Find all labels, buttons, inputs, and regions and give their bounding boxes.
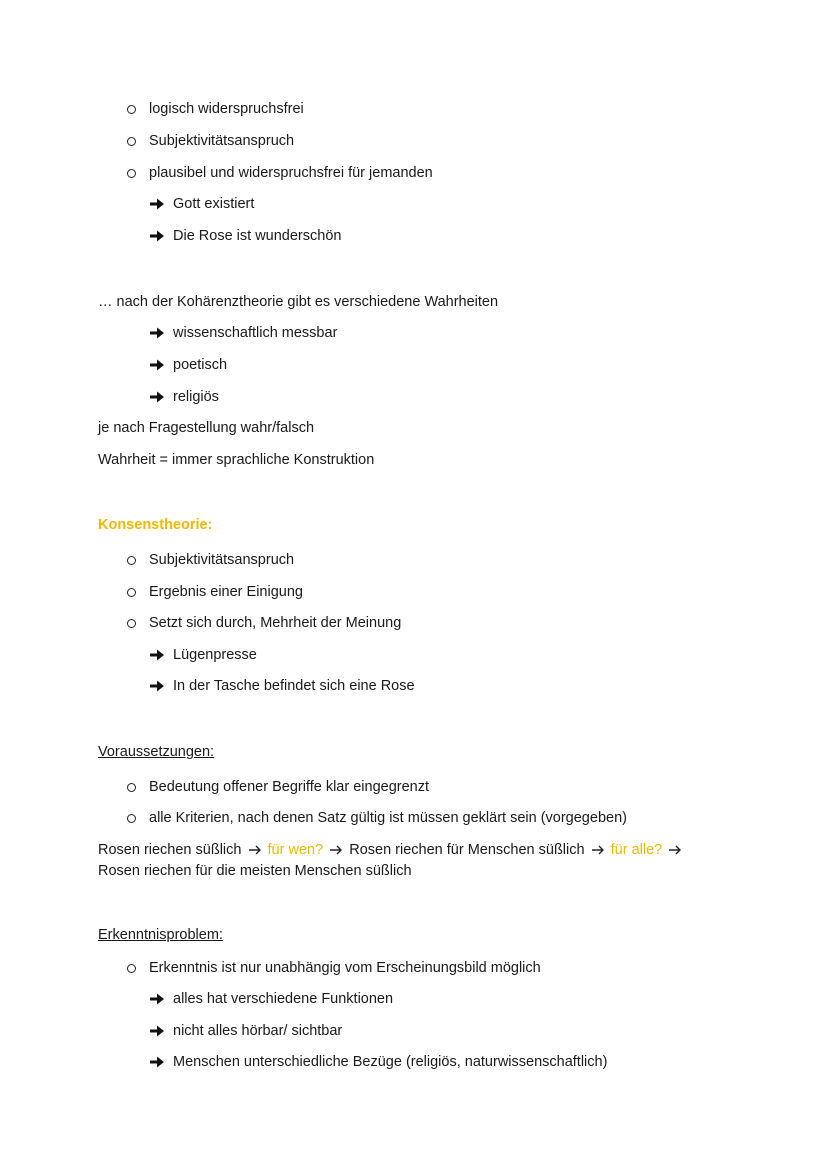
list-item — [149, 132, 294, 150]
list-item — [149, 164, 433, 182]
paragraph: … nach der Kohärenztheorie gibt es verschiedene Wahrheiten — [98, 294, 499, 310]
arrow-item-text: Gott existiert — [173, 196, 255, 212]
list-item-text: alle Kriterien, nach denen Satz gültig ist müssen geklärt sein (vorgegeben) — [149, 810, 627, 826]
arrow-item — [173, 356, 227, 374]
arrow-item — [173, 195, 254, 213]
arrow-item — [173, 227, 341, 245]
paragraph: Wahrheit = immer sprachliche Konstruktion — [98, 452, 375, 468]
arrow-item-text: alles hat verschiedene Funktionen — [173, 991, 394, 1007]
arrow-right-icon — [148, 388, 166, 406]
list-item — [149, 959, 541, 977]
list-item-text: Subjektivitätsanspruch — [149, 133, 295, 149]
paragraph: je nach Fragestellung wahr/falsch — [98, 420, 315, 436]
list-item-text: Subjektivitätsanspruch — [149, 552, 295, 568]
list-item-text: Setzt sich durch, Mehrheit der Meinung — [149, 615, 402, 631]
arrow-right-icon — [148, 195, 166, 213]
list-item — [149, 100, 304, 118]
circle-bullet-icon — [127, 964, 136, 973]
list-item — [149, 551, 294, 569]
arrow-item — [173, 388, 219, 406]
circle-bullet-icon — [127, 619, 136, 628]
arrow-item-text: Menschen unterschiedliche Bezüge (religiös, naturwissenschaftlich) — [173, 1054, 608, 1070]
list-item-text: Ergebnis einer Einigung — [149, 584, 303, 600]
section-heading: Erkenntnisproblem: — [98, 927, 223, 943]
arrow-right-icon — [148, 646, 166, 664]
arrow-item-text: In der Tasche befindet sich eine Rose — [173, 678, 415, 694]
arrow-right-icon — [148, 677, 166, 695]
arrow-right-icon — [591, 844, 605, 856]
arrow-item-text: nicht alles hörbar/ sichtbar — [173, 1023, 343, 1039]
example-question: für alle? — [610, 842, 663, 858]
list-item — [149, 778, 429, 796]
example-part: Rosen riechen für die meisten Menschen süßlich — [98, 863, 412, 879]
list-item — [149, 614, 401, 632]
arrow-item — [173, 990, 393, 1008]
list-item-text: Erkenntnis ist nur unabhängig vom Erscheinungsbild möglich — [149, 960, 541, 976]
arrow-item — [173, 324, 337, 342]
arrow-right-icon — [329, 844, 343, 856]
circle-bullet-icon — [127, 814, 136, 823]
list-item — [149, 809, 627, 827]
section-heading: Voraussetzungen: — [98, 744, 215, 760]
arrow-right-icon — [148, 1053, 166, 1071]
section-heading: Konsenstheorie: — [98, 517, 213, 533]
arrow-right-icon — [668, 844, 682, 856]
arrow-item — [173, 646, 257, 664]
arrow-item-text: religiös — [173, 389, 219, 405]
circle-bullet-icon — [127, 105, 136, 114]
arrow-right-icon — [148, 1022, 166, 1040]
arrow-item-text: poetisch — [173, 357, 228, 373]
arrow-item-text: Die Rose ist wunderschön — [173, 228, 342, 244]
circle-bullet-icon — [127, 137, 136, 146]
circle-bullet-icon — [127, 588, 136, 597]
arrow-right-icon — [148, 356, 166, 374]
example-part: Rosen riechen für Menschen süßlich — [349, 842, 585, 858]
circle-bullet-icon — [127, 169, 136, 178]
circle-bullet-icon — [127, 783, 136, 792]
arrow-right-icon — [148, 990, 166, 1008]
example-question: für wen? — [267, 842, 324, 858]
example-line — [98, 841, 684, 859]
arrow-right-icon — [148, 324, 166, 342]
list-item — [149, 583, 303, 601]
example-part: Rosen riechen süßlich — [98, 842, 242, 858]
list-item-text: plausibel und widerspruchsfrei für jemanden — [149, 165, 433, 181]
arrow-right-icon — [248, 844, 262, 856]
circle-bullet-icon — [127, 556, 136, 565]
arrow-item — [173, 677, 415, 695]
arrow-item — [173, 1053, 607, 1071]
arrow-item — [173, 1022, 342, 1040]
list-item-text: Bedeutung offener Begriffe klar eingegrenzt — [149, 779, 429, 795]
arrow-item-text: wissenschaftlich messbar — [173, 325, 338, 341]
arrow-right-icon — [148, 227, 166, 245]
arrow-item-text: Lügenpresse — [173, 647, 257, 663]
list-item-text: logisch widerspruchsfrei — [149, 101, 304, 117]
